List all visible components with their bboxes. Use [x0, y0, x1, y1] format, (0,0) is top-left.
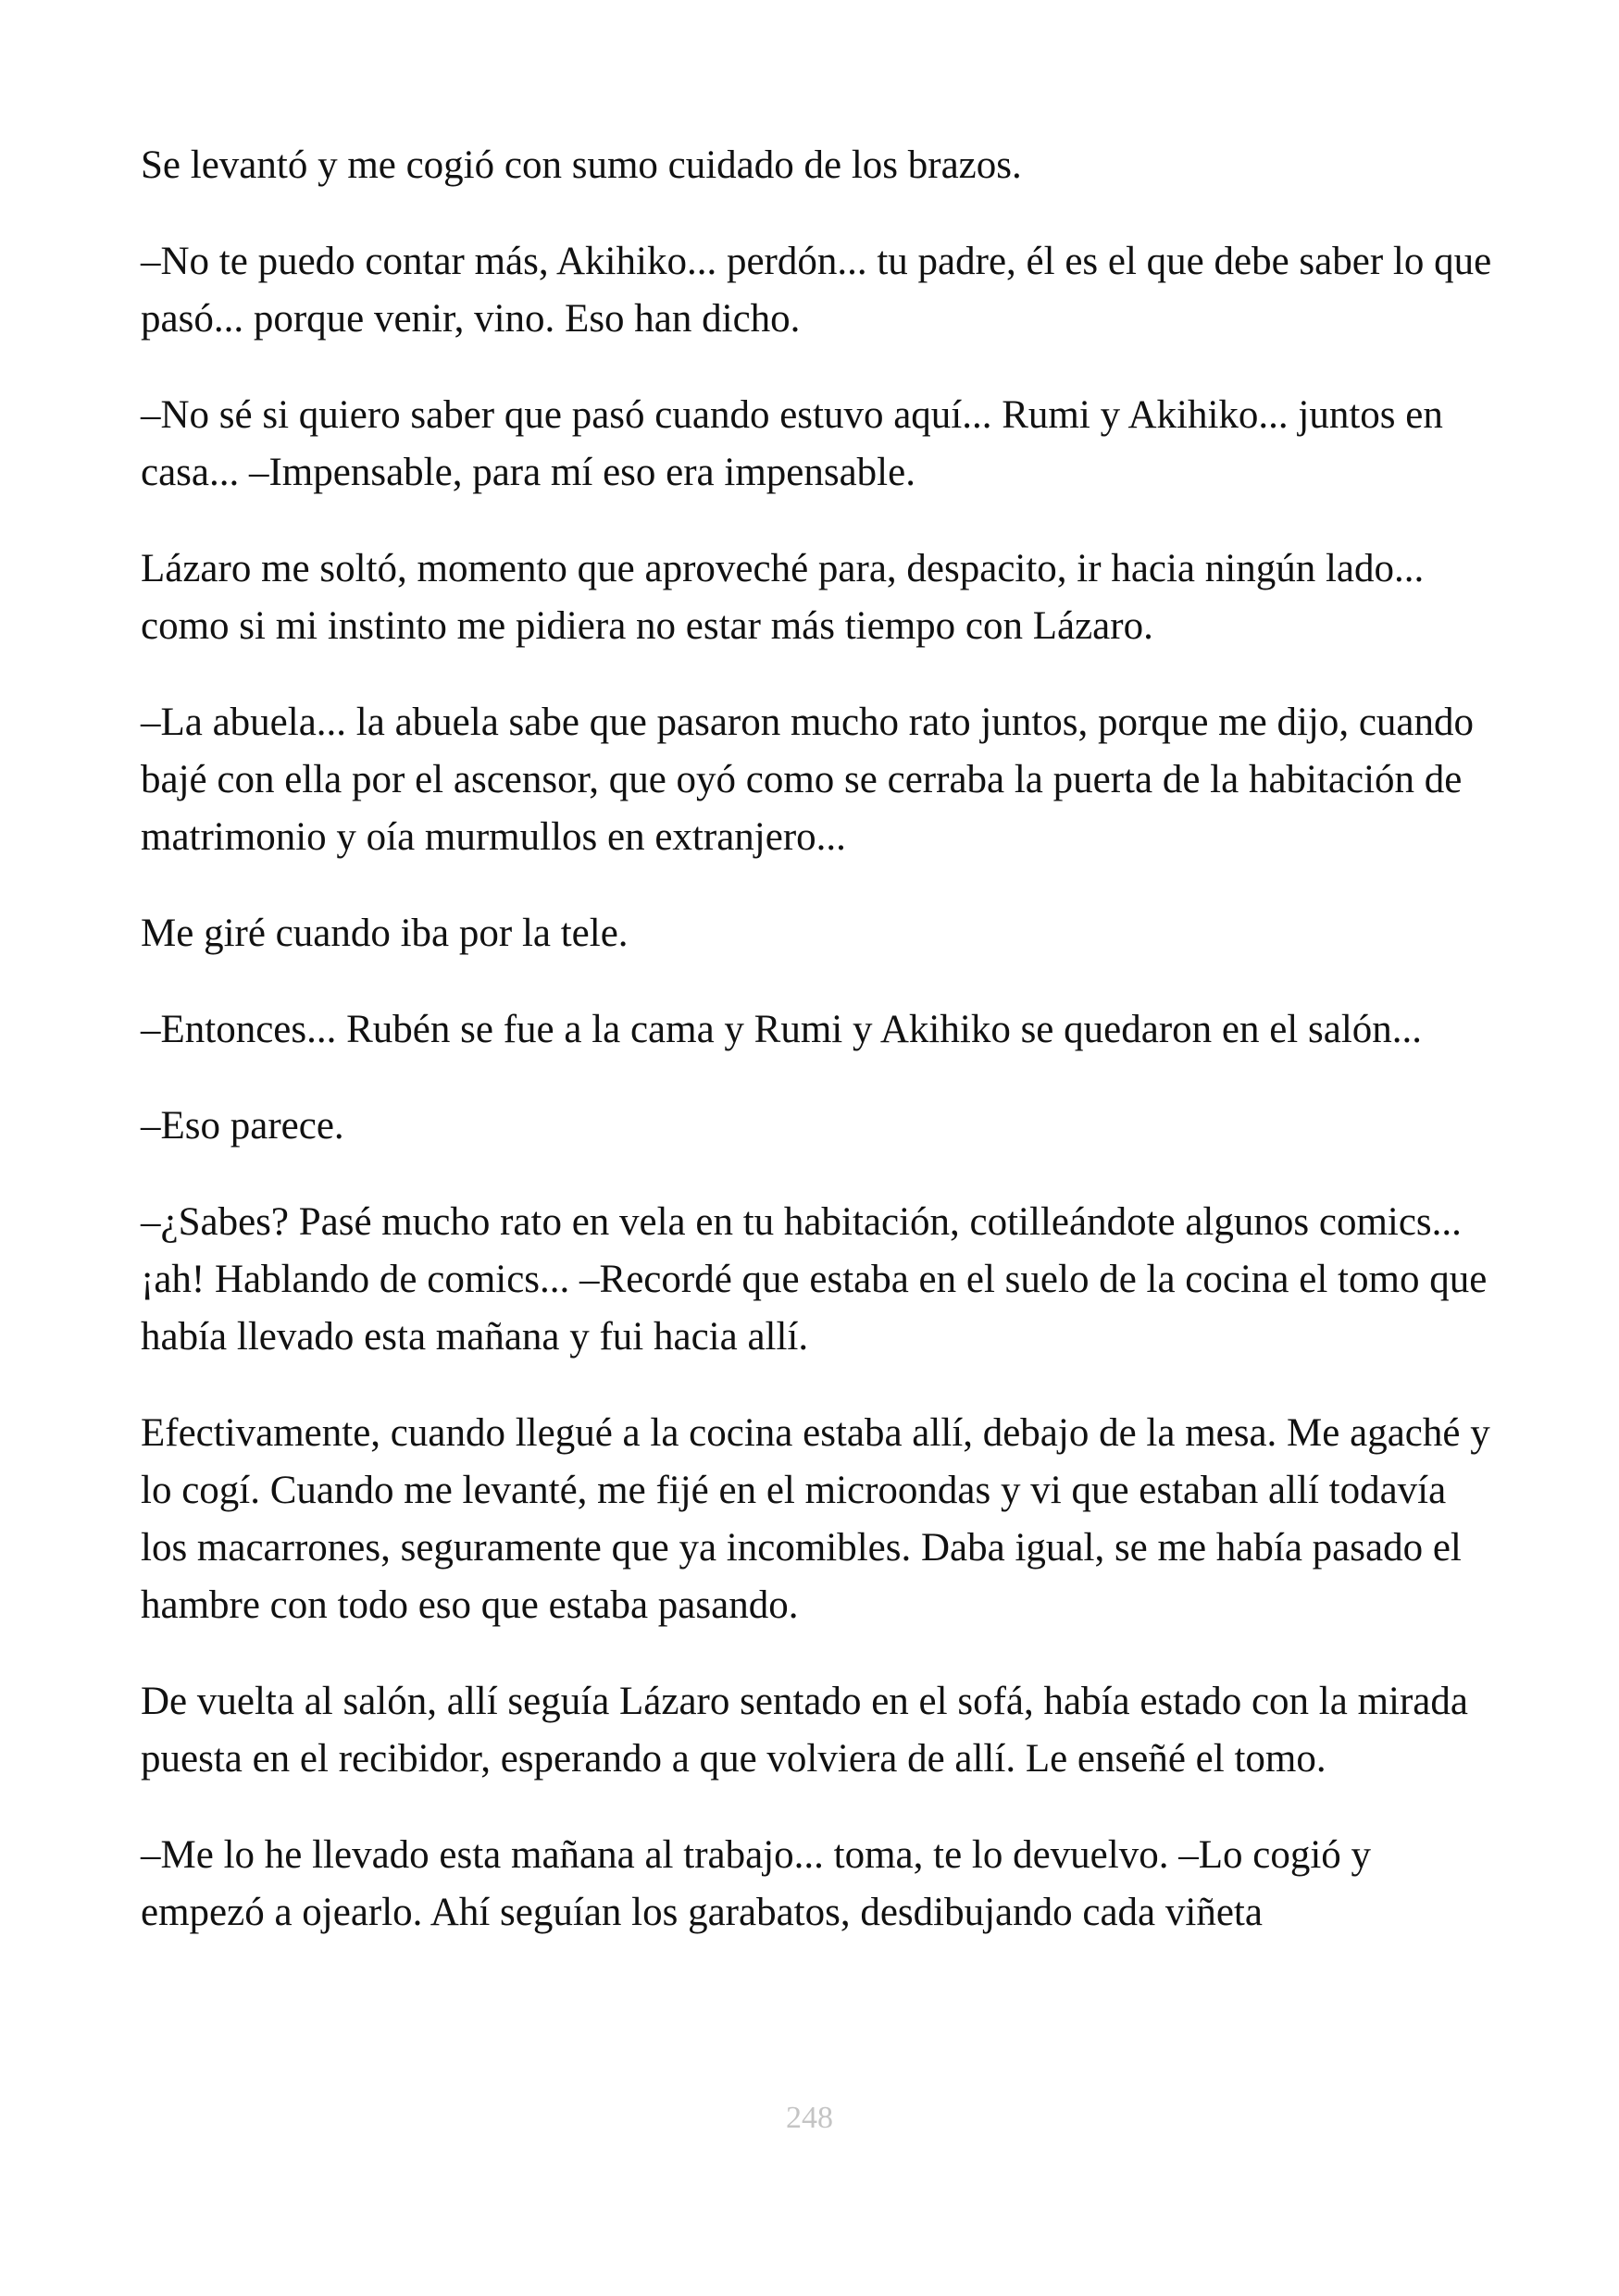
- paragraph: Lázaro me soltó, momento que aproveché para, despacito, ir hacia ningún lado... como si mi instinto me pidiera no estar más tiempo con Lázaro.: [141, 547, 1425, 648]
- paragraph: –Entonces... Rubén se fue a la cama y Rumi y Akihiko se quedaron en el salón...: [141, 1008, 1423, 1051]
- paragraph: –No te puedo contar más, Akihiko... perdón... tu padre, él es el que debe saber lo que pasó... porque venir, vino. Eso han dicho.: [141, 240, 1492, 341]
- page-body: [141, 137, 1501, 1980]
- paragraph: –Eso parece.: [141, 1104, 344, 1148]
- paragraph: Me giré cuando iba por la tele.: [141, 912, 629, 955]
- paragraph: –No sé si quiero saber que pasó cuando estuvo aquí... Rumi y Akihiko... juntos en casa... –Impensable, para mí eso era impensable.: [141, 393, 1443, 494]
- paragraph: –Me lo he llevado esta mañana al trabajo... toma, te lo devuelvo. –Lo cogió y empezó a ojearlo. Ahí seguían los garabatos, desdibujando cada viñeta: [141, 1833, 1372, 1934]
- paragraph: –¿Sabes? Pasé mucho rato en vela en tu habitación, cotilleándote algunos comics... ¡ah! Hablando de comics... –Recordé que estaba en el suelo de la cocina el tomo que había llevado esta mañana y fui hacia allí.: [141, 1200, 1488, 1359]
- paragraph: –La abuela... la abuela sabe que pasaron mucho rato juntos, porque me dijo, cuando bajé con ella por el ascensor, que oyó como se cerraba la puerta de la habitación de matrimonio y oía murmullos en extranjero...: [141, 701, 1475, 859]
- page-number: 248: [786, 2101, 833, 2135]
- paragraph: Efectivamente, cuando llegué a la cocina estaba allí, debajo de la mesa. Me agaché y lo cogí. Cuando me levanté, me fijé en el microondas y vi que estaban allí todavía los macarrones, seguramente que ya incomibles. Daba igual, se me había pasado el hambre con todo eso que estaba pasando.: [141, 1411, 1490, 1627]
- paragraph: De vuelta al salón, allí seguía Lázaro sentado en el sofá, había estado con la mirada puesta en el recibidor, esperando a que volviera de allí. Le enseñé el tomo.: [141, 1680, 1468, 1781]
- paragraph: Se levantó y me cogió con sumo cuidado de los brazos.: [141, 143, 1022, 187]
